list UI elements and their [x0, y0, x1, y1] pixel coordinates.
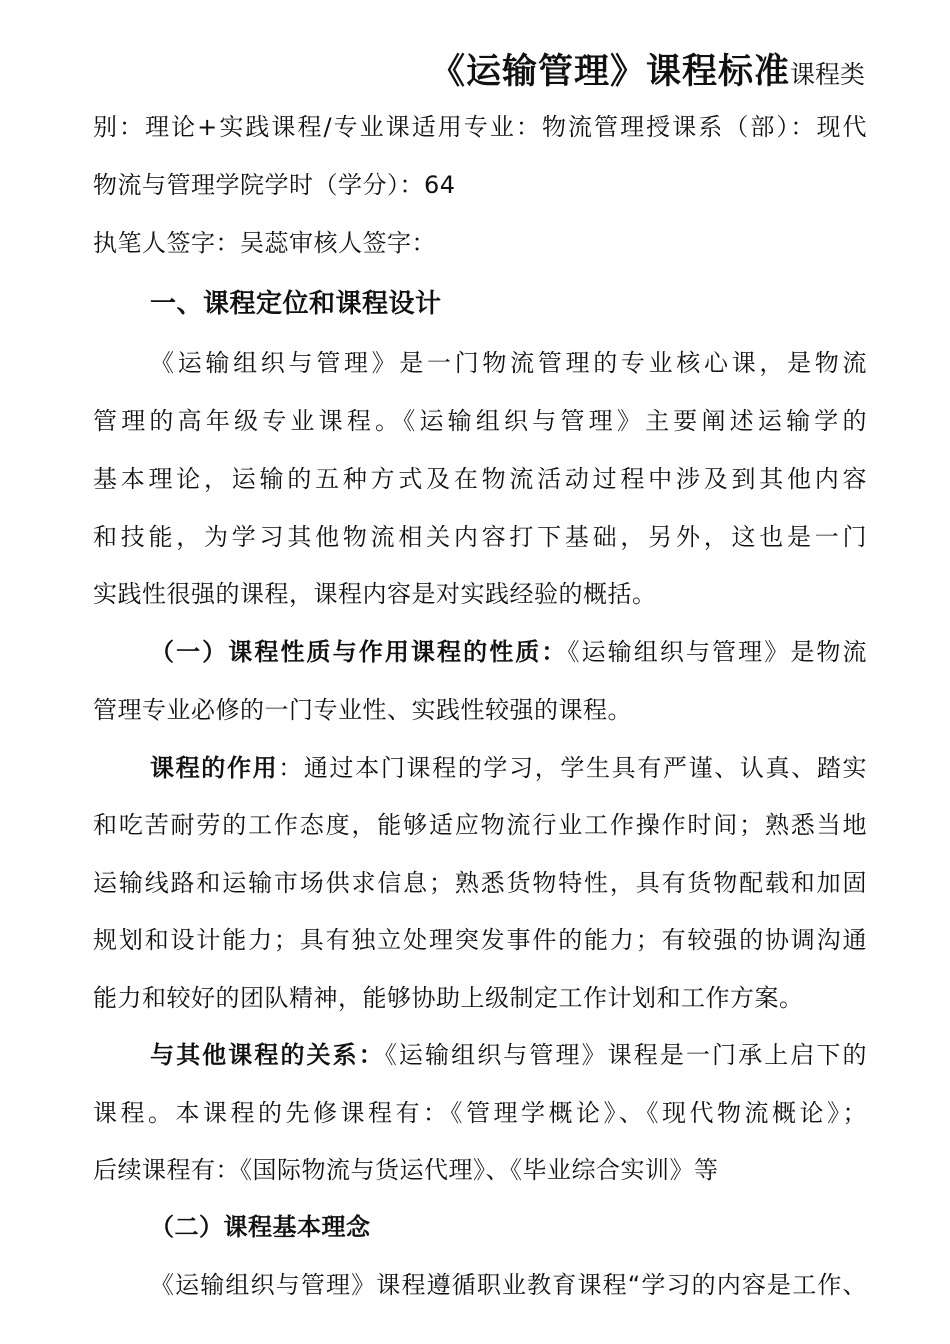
info-line: 物流与管理学院学时（学分）：64 — [93, 171, 456, 199]
paragraph-line: 基本理论，运输的五种方式及在物流活动过程中涉及到其他内容 — [93, 465, 867, 493]
paragraph-text: 《运输组织与管理》课程是一门承上启下的 — [384, 1041, 868, 1069]
paragraph-text: 《运输组织与管理》是物流 — [567, 638, 868, 666]
paragraph-line — [150, 635, 867, 669]
subsection-heading: 与其他课程的关系： — [150, 1041, 385, 1069]
subsection-heading: （一）课程性质与作用课程的性质： — [150, 638, 568, 666]
subsection-heading: 课程的作用 — [150, 754, 279, 782]
paragraph-line: 管理的高年级专业课程。《运输组织与管理》主要阐述运输学的 — [93, 407, 867, 435]
section-heading: 一、课程定位和课程设计 — [150, 289, 442, 319]
paragraph-line: 和吃苦耐劳的工作态度，能够适应物流行业工作操作时间；熟悉当地 — [93, 811, 867, 839]
paragraph-line: 《运输组织与管理》课程遵循职业教育课程“学习的内容是工作、 — [150, 1271, 867, 1299]
info-line: 别：理论+实践课程/专业课适用专业：物流管理授课系（部）：现代 — [93, 113, 867, 141]
document-title: 《运输管理》课程标准 — [429, 52, 790, 92]
paragraph-line: 后续课程有：《国际物流与货运代理》、《毕业综合实训》等 — [93, 1156, 719, 1184]
course-category-label: 课程类 — [789, 60, 865, 89]
paragraph-line: 规划和设计能力；具有独立处理突发事件的能力；有较强的协调沟通 — [93, 926, 867, 954]
paragraph-line: 运输线路和运输市场供求信息；熟悉货物特性，具有货物配载和加固 — [93, 869, 867, 897]
paragraph-line: 管理专业必修的一门专业性、实践性较强的课程。 — [93, 696, 632, 724]
paragraph-line: 能力和较好的团队精神，能够协助上级制定工作计划和工作方案。 — [93, 984, 804, 1012]
subsection-heading: （二）课程基本理念 — [150, 1213, 371, 1241]
paragraph-line — [150, 751, 867, 785]
paragraph-line: 和技能，为学习其他物流相关内容打下基础，另外，这也是一门 — [93, 523, 867, 551]
info-line: 执笔人签字：吴蕊审核人签字： — [93, 229, 436, 257]
paragraph-line: 实践性很强的课程，课程内容是对实践经验的概括。 — [93, 580, 657, 608]
paragraph-text: ：通过本门课程的学习，学生具有严谨、认真、踏实 — [278, 754, 868, 782]
paragraph-line — [150, 1038, 867, 1072]
paragraph-line: 课程。本课程的先修课程有：《管理学概论》、《现代物流概论》； — [93, 1099, 867, 1127]
title-line — [0, 44, 865, 94]
paragraph-line: 《运输组织与管理》是一门物流管理的专业核心课，是物流 — [150, 349, 867, 377]
